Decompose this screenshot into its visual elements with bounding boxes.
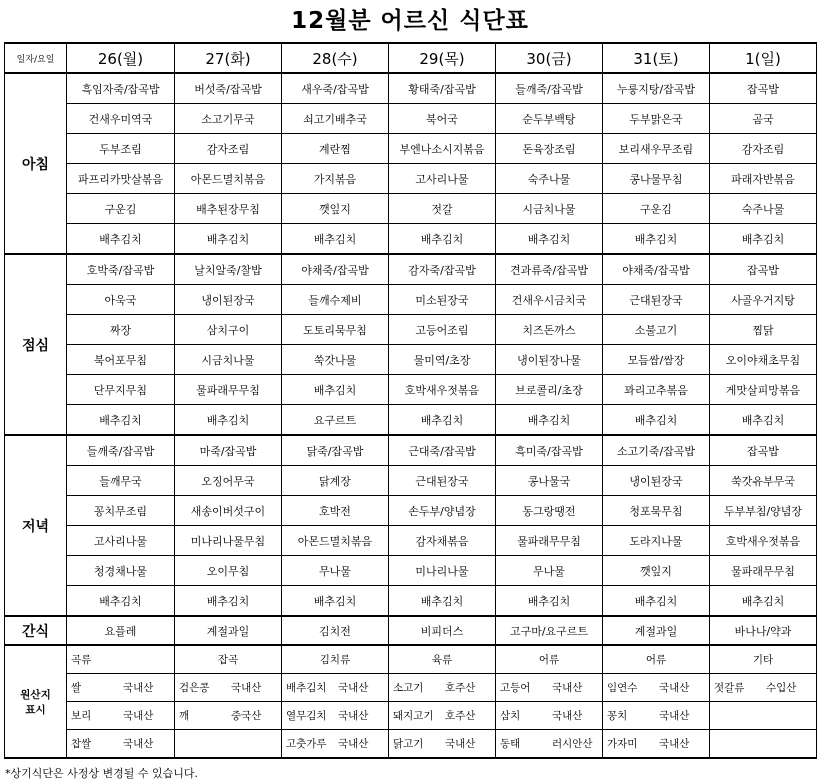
origin-food: 돼지고기 — [393, 710, 434, 722]
menu-cell: 파래자반볶음 — [710, 164, 817, 194]
menu-cell: 황태죽/잡곡밥 — [389, 73, 496, 104]
day-header: 29(목) — [389, 43, 496, 73]
meal-row — [5, 285, 817, 315]
origin-food: 배추김치 — [286, 682, 327, 694]
menu-cell: 두부맑은국 — [603, 104, 710, 134]
menu-cell: 호박전 — [282, 496, 389, 526]
menu-cell: 구운김 — [67, 194, 175, 224]
menu-cell: 고사리나물 — [67, 526, 175, 556]
menu-cell: 근대된장국 — [389, 466, 496, 496]
origin-category-row — [5, 645, 817, 674]
origin-food: 깨 — [179, 710, 190, 722]
menu-cell: 감자조림 — [175, 134, 282, 164]
origin-food: 닭고기 — [393, 738, 424, 750]
meal-row — [5, 405, 817, 436]
origin-category: 김치류 — [282, 645, 389, 674]
menu-cell: 깻잎지 — [603, 556, 710, 586]
menu-cell: 콩나물국 — [496, 466, 603, 496]
origin-food: 찹쌀 — [71, 738, 92, 750]
menu-cell: 건새우시금치국 — [496, 285, 603, 315]
meal-row — [5, 375, 817, 405]
origin-cell — [389, 702, 496, 730]
menu-cell: 냉이된장국 — [175, 285, 282, 315]
meal-row — [5, 526, 817, 556]
menu-cell: 시금치나물 — [175, 345, 282, 375]
snack-label: 간식 — [5, 616, 67, 645]
origin-country: 중국산 — [231, 710, 262, 722]
snack-row — [5, 616, 817, 645]
menu-cell: 배추김치 — [67, 224, 175, 255]
menu-table — [4, 42, 817, 759]
menu-cell: 부엔나소시지볶음 — [389, 134, 496, 164]
origin-cell — [282, 730, 389, 759]
menu-cell: 삼치구이 — [175, 315, 282, 345]
menu-cell: 잡곡밥 — [710, 254, 817, 285]
menu-cell: 젓갈 — [389, 194, 496, 224]
snack-cell: 요플레 — [67, 616, 175, 645]
menu-cell: 배추김치 — [389, 586, 496, 617]
origin-country: 국내산 — [659, 738, 690, 750]
day-header: 26(월) — [67, 43, 175, 73]
menu-cell: 순두부백탕 — [496, 104, 603, 134]
menu-cell: 계란찜 — [282, 134, 389, 164]
origin-food: 삼치 — [500, 710, 521, 722]
menu-cell: 무나물 — [496, 556, 603, 586]
menu-cell: 보리새우무조림 — [603, 134, 710, 164]
origin-country: 국내산 — [338, 738, 369, 750]
menu-cell: 구운김 — [603, 194, 710, 224]
menu-cell: 숙주나물 — [496, 164, 603, 194]
menu-cell: 닭계장 — [282, 466, 389, 496]
origin-cell — [496, 674, 603, 702]
origin-pair — [179, 708, 281, 723]
menu-cell: 근대된장국 — [603, 285, 710, 315]
menu-cell: 돈육장조림 — [496, 134, 603, 164]
menu-cell: 두부부침/양념장 — [710, 496, 817, 526]
menu-cell: 잡곡밥 — [710, 73, 817, 104]
snack-cell: 바나나/약과 — [710, 616, 817, 645]
origin-food: 쌀 — [71, 682, 82, 694]
menu-cell: 아몬드멸치볶음 — [282, 526, 389, 556]
menu-cell: 배추김치 — [175, 405, 282, 436]
meal-row — [5, 556, 817, 586]
menu-cell: 호박새우젓볶음 — [389, 375, 496, 405]
origin-food: 보리 — [71, 710, 92, 722]
origin-cell — [603, 702, 710, 730]
origin-country: 국내산 — [552, 710, 583, 722]
day-header: 1(일) — [710, 43, 817, 73]
menu-cell: 들깨죽/잡곡밥 — [496, 73, 603, 104]
menu-cell: 배추김치 — [389, 405, 496, 436]
origin-label — [5, 645, 67, 758]
origin-row — [5, 730, 817, 759]
menu-cell: 배추김치 — [496, 405, 603, 436]
origin-country: 국내산 — [445, 738, 476, 750]
day-header: 27(화) — [175, 43, 282, 73]
origin-food: 젓갈류 — [714, 682, 745, 694]
origin-cell — [67, 702, 175, 730]
menu-cell: 두부조림 — [67, 134, 175, 164]
menu-cell: 콩나물무침 — [603, 164, 710, 194]
origin-cell — [710, 674, 817, 702]
meal-row — [5, 345, 817, 375]
menu-cell: 흑임자죽/잡곡밥 — [67, 73, 175, 104]
header-row — [5, 43, 817, 73]
menu-cell: 배추김치 — [282, 586, 389, 617]
origin-country: 호주산 — [445, 682, 476, 694]
menu-cell: 냉이된장나물 — [496, 345, 603, 375]
menu-cell: 물파래무무침 — [175, 375, 282, 405]
menu-cell: 냉이된장국 — [603, 466, 710, 496]
origin-pair — [286, 736, 388, 751]
menu-cell: 배추김치 — [603, 586, 710, 617]
menu-cell: 야채죽/잡곡밥 — [282, 254, 389, 285]
origin-country: 호주산 — [445, 710, 476, 722]
origin-food: 임연수 — [607, 682, 638, 694]
origin-pair — [71, 736, 174, 751]
menu-cell: 사골우거지탕 — [710, 285, 817, 315]
meal-label: 저녁 — [5, 435, 67, 616]
origin-category: 어류 — [603, 645, 710, 674]
origin-country: 국내산 — [231, 682, 262, 694]
menu-cell: 새송이버섯구이 — [175, 496, 282, 526]
menu-cell: 청포묵무침 — [603, 496, 710, 526]
menu-cell: 숙주나물 — [710, 194, 817, 224]
origin-food: 소고기 — [393, 682, 424, 694]
snack-cell: 김치전 — [282, 616, 389, 645]
menu-cell: 배추김치 — [67, 405, 175, 436]
origin-label-line2: 표시 — [25, 703, 46, 716]
menu-cell: 배추김치 — [389, 224, 496, 255]
origin-pair — [393, 708, 495, 723]
origin-pair — [393, 680, 495, 695]
menu-cell: 깻잎지 — [282, 194, 389, 224]
origin-country: 국내산 — [659, 710, 690, 722]
origin-pair — [71, 708, 174, 723]
menu-cell: 도라지나물 — [603, 526, 710, 556]
origin-cell — [710, 730, 817, 759]
menu-cell: 쑥갓유부무국 — [710, 466, 817, 496]
snack-cell: 고구마/요구르트 — [496, 616, 603, 645]
menu-cell: 도토리묵무침 — [282, 315, 389, 345]
origin-food: 검은콩 — [179, 682, 210, 694]
menu-cell: 쇠고기배추국 — [282, 104, 389, 134]
meal-row — [5, 496, 817, 526]
meal-row — [5, 466, 817, 496]
meal-row — [5, 194, 817, 224]
menu-cell: 고사리나물 — [389, 164, 496, 194]
origin-pair — [286, 680, 388, 695]
menu-cell: 꽁치무조림 — [67, 496, 175, 526]
menu-cell: 미나리나물무침 — [175, 526, 282, 556]
menu-cell: 소고기죽/잡곡밥 — [603, 435, 710, 466]
corner-header: 일자/요일 — [5, 43, 67, 73]
origin-country: 국내산 — [338, 710, 369, 722]
menu-cell: 들깨죽/잡곡밥 — [67, 435, 175, 466]
origin-cell — [496, 702, 603, 730]
menu-cell: 마죽/잡곡밥 — [175, 435, 282, 466]
menu-cell: 호박죽/잡곡밥 — [67, 254, 175, 285]
meal-row — [5, 134, 817, 164]
menu-cell: 배추김치 — [175, 224, 282, 255]
menu-cell: 배추김치 — [175, 586, 282, 617]
origin-food: 꽁치 — [607, 710, 628, 722]
origin-cell — [603, 674, 710, 702]
origin-country: 러시안산 — [552, 738, 593, 750]
snack-cell: 계절과일 — [175, 616, 282, 645]
origin-pair — [500, 736, 602, 751]
menu-cell: 가지볶음 — [282, 164, 389, 194]
origin-pair — [71, 680, 174, 695]
origin-pair — [393, 736, 495, 751]
menu-cell: 게맛살피망볶음 — [710, 375, 817, 405]
menu-cell: 잡곡밥 — [710, 435, 817, 466]
origin-country: 국내산 — [338, 682, 369, 694]
menu-cell: 배추김치 — [496, 586, 603, 617]
origin-category: 곡류 — [67, 645, 175, 674]
meal-row — [5, 73, 817, 104]
meal-row — [5, 254, 817, 285]
origin-pair — [607, 708, 709, 723]
origin-pair — [500, 680, 602, 695]
menu-cell: 야채죽/잡곡밥 — [603, 254, 710, 285]
meal-row — [5, 435, 817, 466]
page-title: 12월분 어르신 식단표 — [291, 8, 529, 34]
menu-cell: 단무지무침 — [67, 375, 175, 405]
menu-cell: 북어포무침 — [67, 345, 175, 375]
origin-food: 동태 — [500, 738, 521, 750]
menu-cell: 배추김치 — [282, 224, 389, 255]
origin-country: 국내산 — [123, 710, 154, 722]
origin-country: 국내산 — [552, 682, 583, 694]
menu-cell: 찜닭 — [710, 315, 817, 345]
footnote: *상기식단은 사정상 변경될 수 있습니다. — [5, 767, 198, 780]
menu-cell: 닭죽/잡곡밥 — [282, 435, 389, 466]
origin-row — [5, 674, 817, 702]
menu-cell: 견과류죽/잡곡밥 — [496, 254, 603, 285]
menu-cell: 날치알죽/찰밥 — [175, 254, 282, 285]
origin-pair — [714, 680, 816, 695]
menu-cell: 배추김치 — [67, 586, 175, 617]
menu-cell: 배추김치 — [603, 405, 710, 436]
menu-cell: 배추김치 — [710, 405, 817, 436]
menu-cell: 짜장 — [67, 315, 175, 345]
menu-cell: 배추된장무침 — [175, 194, 282, 224]
menu-cell: 들깨무국 — [67, 466, 175, 496]
origin-country: 수입산 — [766, 682, 797, 694]
meal-label: 점심 — [5, 254, 67, 435]
origin-food: 가자미 — [607, 738, 638, 750]
snack-cell: 계절과일 — [603, 616, 710, 645]
menu-cell: 물미역/초장 — [389, 345, 496, 375]
snack-cell: 비피더스 — [389, 616, 496, 645]
menu-cell: 아욱국 — [67, 285, 175, 315]
meal-row — [5, 586, 817, 617]
menu-cell: 꽈리고추볶음 — [603, 375, 710, 405]
menu-cell: 배추김치 — [603, 224, 710, 255]
menu-cell: 버섯죽/잡곡밥 — [175, 73, 282, 104]
origin-category: 육류 — [389, 645, 496, 674]
menu-cell: 감자채볶음 — [389, 526, 496, 556]
origin-cell — [67, 730, 175, 759]
origin-pair — [607, 680, 709, 695]
meal-row — [5, 315, 817, 345]
menu-cell: 배추김치 — [282, 375, 389, 405]
menu-cell: 파프리카맛살볶음 — [67, 164, 175, 194]
origin-cell — [389, 674, 496, 702]
menu-cell: 요구르트 — [282, 405, 389, 436]
menu-cell: 감자조림 — [710, 134, 817, 164]
origin-cell — [175, 702, 282, 730]
menu-cell: 건새우미역국 — [67, 104, 175, 134]
origin-cell — [282, 674, 389, 702]
menu-cell: 호박새우젓볶음 — [710, 526, 817, 556]
meal-row — [5, 104, 817, 134]
menu-cell: 오이무침 — [175, 556, 282, 586]
menu-cell: 배추김치 — [710, 586, 817, 617]
day-header: 30(금) — [496, 43, 603, 73]
menu-cell: 고등어조림 — [389, 315, 496, 345]
origin-cell — [710, 702, 817, 730]
origin-food: 고등어 — [500, 682, 531, 694]
menu-cell: 모듬쌈/쌈장 — [603, 345, 710, 375]
menu-cell: 미소된장국 — [389, 285, 496, 315]
origin-cell — [282, 702, 389, 730]
origin-cell — [389, 730, 496, 759]
origin-cell — [67, 674, 175, 702]
menu-cell: 치즈돈까스 — [496, 315, 603, 345]
origin-row — [5, 702, 817, 730]
menu-cell: 미나리나물 — [389, 556, 496, 586]
menu-cell: 북어국 — [389, 104, 496, 134]
origin-cell — [175, 674, 282, 702]
meal-label: 아침 — [5, 73, 67, 254]
menu-cell: 배추김치 — [710, 224, 817, 255]
menu-cell: 브로콜리/초장 — [496, 375, 603, 405]
menu-cell: 들깨수제비 — [282, 285, 389, 315]
menu-cell: 오징어무국 — [175, 466, 282, 496]
menu-cell: 무나물 — [282, 556, 389, 586]
menu-cell: 쑥갓나물 — [282, 345, 389, 375]
menu-cell: 누룽지탕/잡곡밥 — [603, 73, 710, 104]
origin-pair — [607, 736, 709, 751]
menu-cell: 물파래무무침 — [496, 526, 603, 556]
origin-country: 국내산 — [659, 682, 690, 694]
origin-food: 고춧가루 — [286, 738, 327, 750]
origin-country: 국내산 — [123, 738, 154, 750]
meal-row — [5, 224, 817, 255]
meal-row — [5, 164, 817, 194]
origin-label-line1: 원산지 — [20, 688, 51, 701]
menu-cell: 시금치나물 — [496, 194, 603, 224]
menu-cell: 배추김치 — [496, 224, 603, 255]
day-header: 28(수) — [282, 43, 389, 73]
menu-cell: 물파래무무침 — [710, 556, 817, 586]
menu-cell: 새우죽/잡곡밥 — [282, 73, 389, 104]
origin-food: 열무김치 — [286, 710, 327, 722]
menu-cell: 청경채나물 — [67, 556, 175, 586]
origin-pair — [500, 708, 602, 723]
menu-cell: 손두부/양념장 — [389, 496, 496, 526]
menu-cell: 곰국 — [710, 104, 817, 134]
menu-cell: 소고기무국 — [175, 104, 282, 134]
origin-cell — [175, 730, 282, 759]
origin-pair — [286, 708, 388, 723]
day-header: 31(토) — [603, 43, 710, 73]
origin-cell — [603, 730, 710, 759]
menu-cell: 소불고기 — [603, 315, 710, 345]
menu-cell: 근대죽/잡곡밥 — [389, 435, 496, 466]
menu-cell: 동그랑땡전 — [496, 496, 603, 526]
origin-category: 어류 — [496, 645, 603, 674]
menu-cell: 오이야채초무침 — [710, 345, 817, 375]
origin-category: 잡곡 — [175, 645, 282, 674]
menu-cell: 흑미죽/잡곡밥 — [496, 435, 603, 466]
menu-cell: 아몬드멸치볶음 — [175, 164, 282, 194]
origin-pair — [179, 680, 281, 695]
origin-category: 기타 — [710, 645, 817, 674]
origin-country: 국내산 — [123, 682, 154, 694]
menu-cell: 감자죽/잡곡밥 — [389, 254, 496, 285]
origin-cell — [496, 730, 603, 759]
